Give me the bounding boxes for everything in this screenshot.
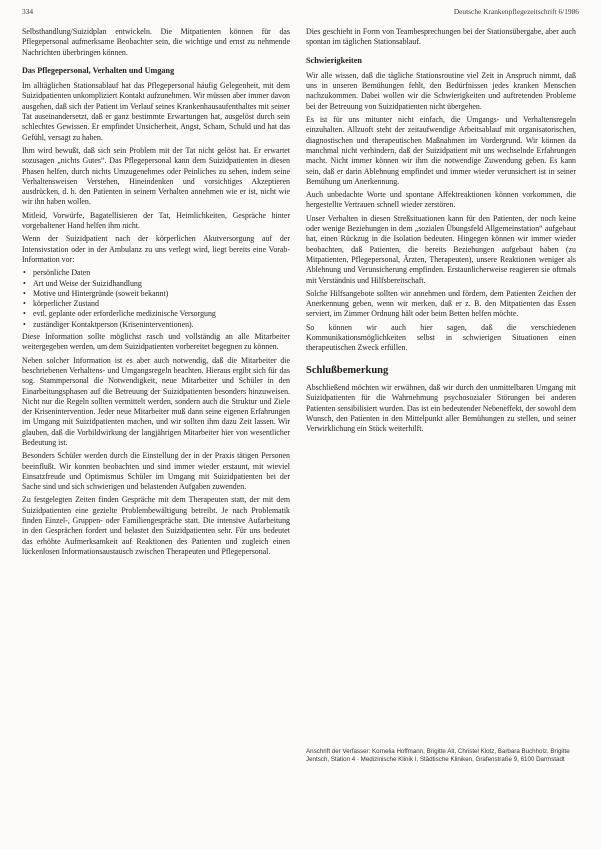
paragraph: Solche Hilfsangebote sollten wir annehmen und fördern, dem Patienten Zeichen der Anerkennung geben, wenn wir merken, daß er z. B. den Mitpatienten das Essen serviert, im Zimmer Ordnung hält oder beim Betten helfen möchte. <box>306 288 576 319</box>
list-item: • körperlicher Zustand <box>22 299 290 309</box>
section-heading: Das Pflegepersonal, Verhalten und Umgang <box>22 65 175 75</box>
paragraph: Unser Verhalten in diesen Streßsituationen kann für den Patienten, der noch keine oder wenige Beziehungen in dem „sozialen Übungsfeld Allgemeinstation“ aufgebaut hat, einen Rückzug in die Isolation bedeuten. Hingegen können wir immer wieder beobachten, daß Patienten, die bereits Beziehungen aufgebaut haben (zu Mitpatienten, Pflegepersonal, Ärzten, Therapeuten), unsere Reaktionen weniger als Ablehnung und Verunsicherung empfinden. Erstaunlicherweise reagieren sie oftmals mit Verständnis und Hilfsbereitschaft. <box>306 213 576 285</box>
left-column <box>22 27 290 560</box>
right-column <box>306 27 576 437</box>
author-address: Anschrift der Verfasser: Kornelia Hoffmann, Brigitte Alt, Christel Klotz, Barbara Buchholz, Brigitte Jentsch, Station 4 · Medizinische Klinik I, Städtische Kliniken, Grafenstraße 9, 6100 Darmstadt <box>306 748 570 764</box>
information-list <box>22 268 290 330</box>
section-heading-large: Schlußbemerkung <box>306 364 389 376</box>
section-heading: Schwierigkeiten <box>306 55 362 65</box>
paragraph: Selbsthandlung/Suizidplan entwickeln. Die Mitpatienten können für das Pflegepersonal aufmerksame Beobachter sein, die wichtige und ernst zu nehmende Nachrichten überbringen können. <box>22 27 290 57</box>
list-item: • persönliche Daten <box>22 268 290 278</box>
paragraph: Wir alle wissen, daß die tägliche Stationsroutine viel Zeit in Anspruch nimmt, daß uns in unseren Bemühungen fehlt, den Bedürfnissen jedes kranken Menschen nachzukommen. Dabei wollen wir die Schwierigkeiten und auftretenden Probleme bei der Betreuung von Suizidpatienten nicht übergehen. <box>306 70 576 111</box>
page-header <box>22 7 579 21</box>
paragraph: Mitleid, Vorwürfe, Bagatellisieren der Tat, Heimlichkeiten, Gespräche hinter vorgehaltener Hand helfen ihm nicht. <box>22 210 290 231</box>
paragraph: Abschließend möchten wir erwähnen, daß wir durch den unmittelbaren Umgang mit Suizidpatienten für die Wahrnehmung psychosozialer Störungen bei anderen Patienten sensibilisiert wurden. Das ist ein bedeutender Nebeneffekt, der sowohl dem Wunsch, den Patienten in den Mittelpunkt aller Bemühungen zu stellen, und seiner Verwirklichung ein Stück weiterhilft. <box>306 382 576 434</box>
journal-title: Deutsche Krankenpflegezeitschrift 6/1986 <box>453 7 579 16</box>
paragraph: Wenn der Suizidpatient nach der körperlichen Akutversorgung auf der Intensivstation oder in der Ambulanz zu uns verlegt wird, liegt bereits eine Vorab-Information vor: <box>22 234 290 264</box>
paragraph: Es ist für uns mitunter nicht einfach, die Umgangs- und Verhaltensregeln einzuhalten. Allzuoft steht der zeitaufwendige Arbeitsablauf mit organisatorischen, diagnostischen und therapeutischen Maßnahmen im Vordergrund. Wir können da manchmal nicht verhindern, daß der Suizidpatient mit uns wechselnde Erfahrungen macht. Nicht immer können wir ihm die notwendige Zuwendung geben. Es kann sein, daß er darin Ablehnung empfindet und immer wieder verunsichert ist in seiner Bemühung um Anerkennung. <box>306 115 576 186</box>
paragraph: Dies geschieht in Form von Teambesprechungen bei der Stationsübergabe, aber auch spontan im täglichen Stationsablauf. <box>306 27 576 47</box>
paragraph: Diese Information sollte möglichst rasch und vollständig an alle Mitarbeiter weitergegeben werden, um dem Suizidpatienten vorbereitet begegnen zu können. <box>22 332 290 352</box>
paragraph: Neben solcher Information ist es aber auch notwendig, daß die Mitarbeiter die beschriebenen Verhaltens- und Umgangsregeln beachten. Hieraus ergibt sich für das sog. Stammpersonal die Notwendigkeit, neue Mitarbeiter und Schüler in den Einarbeitungsphasen auf die Betreuung der Suizidpatienten besonders hinzuweisen. Nicht nur die Regeln sollten vermittelt werden, sondern auch die Struktur und Ziele der Krisenintervention. Jeder neue Mitarbeiter muß dann seine eigenen Erfahrungen im Umgang mit Suizidpatienten machen, und wir sollten ihm dazu Zeit lassen. Wir glauben, daß die Vorbildwirkung der langjährigen Mitarbeiter hier von wesentlicher Bedeutung ist. <box>22 355 290 447</box>
list-item: • zuständiger Kontaktperson (Kriseninterventionen). <box>22 320 290 330</box>
page-number: 334 <box>22 7 34 16</box>
paragraph: Auch unbedachte Worte und spontane Affektreaktionen können vorkommen, die hergestellte Vertrauen schnell wieder zerstören. <box>306 190 576 210</box>
paragraph: Besonders Schüler werden durch die Einstellung der in der Praxis tätigen Personen beeinflußt. Wir konnten beobachten und sind immer wieder erstaunt, mit wieviel Einsatzfreude und Optimismus Schüler im Umgang mit Suizidpatienten bei der Sache sind und sich schwierigen und belastenden Aufgaben zuwenden. <box>22 451 290 492</box>
list-item: • evtl. geplante oder erforderliche medizinische Versorgung <box>22 309 290 319</box>
paragraph: Ihm wird bewußt, daß sich sein Problem mit der Tat nicht gelöst hat. Er erwartet sozusagen „nichts Gutes“. Das Pflegepersonal kann dem Suizidpatienten in diesen Phasen helfen, durch nichts Umzugenehmes oder Peinliches zu sehen, indem seine Verhaltensweisen Verstehen, Hineindenken und vorsichtiges Akzeptieren ausdrücken, d. h. den Patienten in seinem Verhalten annehmen wie er ist, nicht wie wir ihn haben wollen. <box>22 145 290 207</box>
paragraph: So können wir auch hier sagen, daß die verschiedenen Kommunikationsmöglichkeiten selbst in schwierigen Situationen einen therapeutischen Zweck erfüllen. <box>306 322 576 353</box>
list-item: • Motive und Hintergründe (soweit bekannt) <box>22 289 290 299</box>
list-item: • Art und Weise der Suizidhandlung <box>22 279 290 289</box>
paragraph: Im alltäglichen Stationsablauf hat das Pflegepersonal häufig Gelegenheit, mit dem Suizidpatienten unkompliziert Kontakt aufzunehmen. Wir müssen aber immer davon ausgehen, daß sich der Patient im Verlauf seines Krankenhausaufenthaltes mit seiner Tat auseinandersetzt, daß er ganz bestimmte Erwartungen hat, ausgelöst durch sein schlechtes Gewissen. Er empfindet Unsicherheit, Angst, Scham, Schuld und hat das Gefühl, versagt zu haben. <box>22 81 290 142</box>
paragraph: Zu festgelegten Zeiten finden Gespräche mit dem Therapeuten statt, der mit dem Suizidpatienten eine gezielte Problembewältigung betreibt. Je nach Problematik finden Einzel-, Gruppen- oder Familiengespräche statt. Die intensive Aufarbeitung in den Gesprächen fordert und belastet den Suizidpatienten sehr. Für uns bedeutet das erhöhte Aufmerksamkeit auf Reaktionen des Patienten und zugleich einen lückenlosen Informationsaustausch zwischen Therapeuten und Pflegepersonal. <box>22 495 290 556</box>
